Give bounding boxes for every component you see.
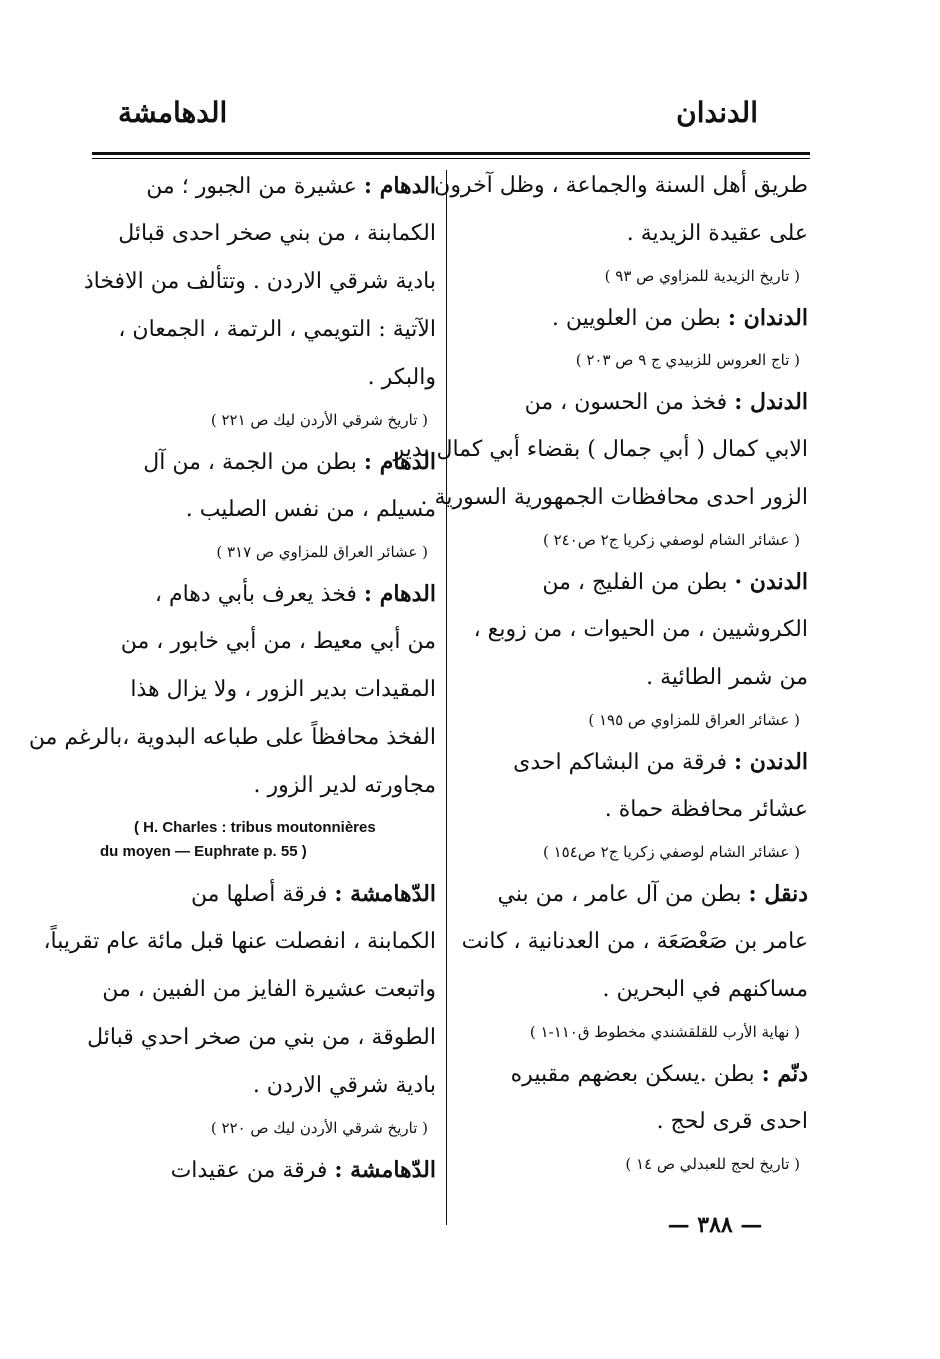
left-column <box>28 162 436 1194</box>
citation-reference: ( تاريخ الزيدية للمزاوي ص ٩٣ ) <box>604 267 800 285</box>
entry-headword: الدندن · <box>734 569 808 595</box>
page-number: — ٣٨٨ — <box>667 1212 763 1238</box>
entry-first-line <box>458 558 808 606</box>
text-line <box>87 1014 436 1062</box>
entry-first-line <box>100 162 436 210</box>
entry-text: احدى قرى لحج . <box>656 1109 808 1134</box>
header-rule-thin <box>92 158 810 159</box>
entry-text: بطن .يسكن بعضهم مقبيره <box>510 1062 755 1087</box>
citation-reference: ( عشائر الشام لوصفي زكريا ج٢ ص١٥٤ ) <box>542 843 800 861</box>
citation-reference: ( نهاية الأرب للقلقشندي مخطوط ق١١٠-١ ) <box>529 1023 800 1041</box>
entry-text: الزور احدى محافظات الجمهورية السورية . <box>420 485 808 510</box>
entry-first-line <box>458 378 808 426</box>
text-line <box>458 654 808 702</box>
text-line <box>28 714 436 762</box>
entry-headword: الدندل : <box>734 389 808 415</box>
entry-headword: الدّهامشة : <box>334 1157 436 1183</box>
text-line <box>43 918 436 966</box>
entry-text: بادية شرقي الاردن . <box>252 1073 436 1098</box>
column-divider <box>446 170 447 1225</box>
citation-reference: ( تاريخ لحج للعبدلي ص ١٤ ) <box>625 1155 800 1173</box>
entry-first-line <box>458 738 808 786</box>
text-line <box>100 1062 436 1110</box>
entry-text: الكروشيين ، من الحيوات ، من زوبع ، <box>473 617 808 642</box>
entry-text: فخذ يعرف بأبي دهام ، <box>154 582 357 607</box>
entry-headword: الدهام : <box>363 449 436 475</box>
text-line <box>83 258 436 306</box>
entry-text: من شمر الطائية . <box>646 665 808 690</box>
entry-text: عشائر محافظة حماة . <box>604 797 808 822</box>
citation-reference: ( عشائر العراق للمزاوي ص ٣١٧ ) <box>216 543 428 561</box>
citation-reference: ( تاج العروس للزبيدي ج ٩ ص ٢٠٣ ) <box>575 351 800 369</box>
citation-reference: ( تاريخ شرقي الأردن ليك ص ٢٢٠ ) <box>210 1119 428 1137</box>
text-line <box>458 210 808 258</box>
entry-text: عامر بن صَعْصَعَة ، من العدنانية ، كانت <box>461 929 808 954</box>
latin-citation-line: ( H. Charles : tribus moutonnières <box>134 819 376 836</box>
entry-text: الابي كمال ( أبي جمال ) بقضاء أبي كمال بدير <box>393 437 808 462</box>
entry-text: الآتية : التويمي ، الرتمة ، الجمعان ، <box>118 317 436 342</box>
entry-text: الكمابنة ، انفصلت عنها قبل مائة عام تقريباً، <box>43 929 436 954</box>
text-line <box>100 306 436 354</box>
entry-text: بطن من العلويين . <box>551 306 721 331</box>
text-line <box>458 966 808 1014</box>
header-rule <box>92 152 810 155</box>
entry-text: فرقة من البشاكم احدى <box>513 750 728 775</box>
citation-reference: ( تاريخ شرقي الأردن ليك ص ٢٢١ ) <box>210 411 428 429</box>
entry-text: بطن من الجمة ، من آل <box>143 450 357 475</box>
entry-first-line <box>100 870 436 918</box>
entry-text: على عقيدة الزيدية . <box>626 221 808 246</box>
entry-first-line <box>458 294 808 342</box>
entry-text: بادية شرقي الاردن . وتتألف من الافخاذ <box>83 269 436 294</box>
entry-text: بطن من الفليج ، من <box>542 570 728 595</box>
entry-text: مساكنهم في البحرين . <box>602 977 808 1002</box>
entry-headword: الدّهامشة : <box>334 881 436 907</box>
entry-text: الكمابنة ، من بني صخر احدى قبائل <box>118 221 436 246</box>
entry-text: مجاورته لدير الزور . <box>253 773 436 798</box>
entry-text: عشيرة من الجبور ؛ من <box>146 174 357 199</box>
entry-text: مسيلم ، من نفس الصليب . <box>185 497 436 522</box>
running-header-right: الدندان <box>676 96 758 129</box>
text-line <box>100 762 436 810</box>
latin-citation <box>100 810 436 870</box>
entry-headword: الدهام : <box>363 173 436 199</box>
text-line <box>100 210 436 258</box>
entry-first-line <box>458 870 808 918</box>
entry-text: المقيدات بدير الزور ، ولا يزال هذا <box>130 677 436 702</box>
entry-first-line <box>100 438 436 486</box>
text-line <box>434 162 808 210</box>
text-line <box>458 918 808 966</box>
entry-headword: الدهام : <box>363 581 436 607</box>
citation-reference: ( عشائر العراق للمزاوي ص ١٩٥ ) <box>588 711 800 729</box>
entry-text: من أبي معيط ، من أبي خابور ، من <box>120 629 436 654</box>
text-line <box>100 666 436 714</box>
entry-headword: الدندن : <box>734 749 808 775</box>
entry-text: والبكر . <box>367 365 436 390</box>
latin-citation-line: du moyen — Euphrate p. 55 ) <box>100 843 307 860</box>
entry-text: فرقة من عقيدات <box>170 1158 328 1183</box>
text-line <box>458 786 808 834</box>
text-line <box>100 486 436 534</box>
entry-headword: الدندان : <box>727 305 808 331</box>
entry-text: الطوقة ، من بني من صخر احدي قبائل <box>87 1025 436 1050</box>
entry-text: فخذ من الحسون ، من <box>524 390 728 415</box>
entry-text: بطن من آل عامر ، من بني <box>497 882 742 907</box>
entry-first-line <box>100 1146 436 1194</box>
text-line <box>420 474 808 522</box>
entry-text: واتبعت عشيرة الفايز من الفبين ، من <box>102 977 436 1002</box>
text-line <box>100 354 436 402</box>
text-line <box>458 1098 808 1146</box>
entry-headword: دنقل : <box>748 881 808 907</box>
text-line <box>458 606 808 654</box>
running-header-left: الدهامشة <box>118 96 228 129</box>
entry-headword: دنّم : <box>761 1061 808 1087</box>
text-line <box>100 966 436 1014</box>
text-line <box>100 618 436 666</box>
citation-reference: ( عشائر الشام لوصفي زكريا ج٢ ص٢٤٠ ) <box>542 531 800 549</box>
entry-text: الفخذ محافظاً على طباعه البدوية ،بالرغم من <box>28 725 436 750</box>
entry-first-line <box>458 1050 808 1098</box>
entry-text: فرقة أصلها من <box>190 882 328 907</box>
entry-first-line <box>100 570 436 618</box>
entry-text: طريق أهل السنة والجماعة ، وظل آخرون <box>434 173 808 198</box>
